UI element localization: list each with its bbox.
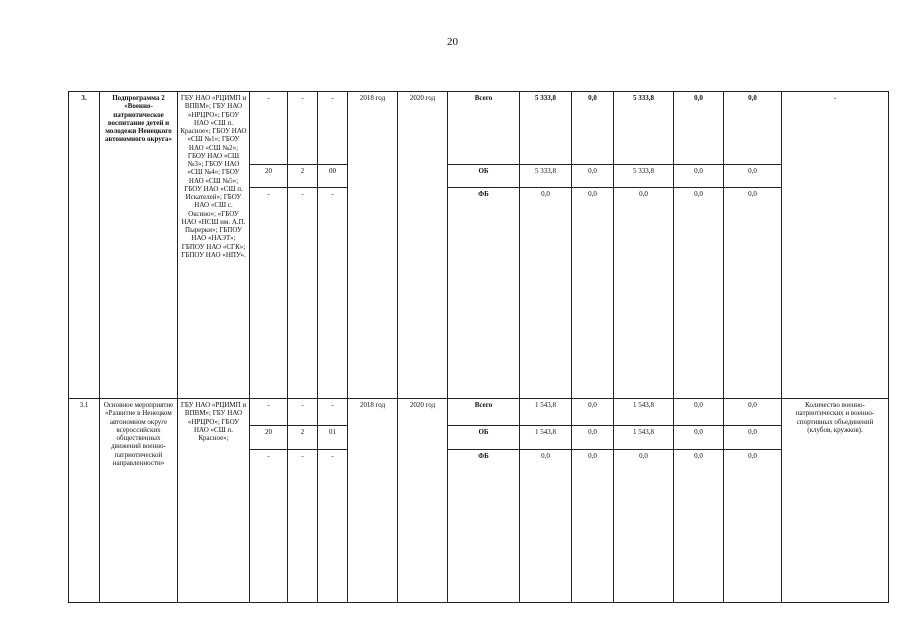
value-cell: 0,0 — [572, 92, 614, 165]
start-year: 2018 год — [348, 399, 398, 603]
value-cell: 0,0 — [572, 450, 614, 603]
start-year: 2018 год — [348, 92, 398, 399]
code-cell: 20 — [250, 426, 288, 450]
row-executors: ГБУ НАО «РЦИМП и ВПВМ»; ГБУ НАО «НРЦРО»; ГБОУ НАО «СШ п. Красное»; ГБОУ НАО «СШ №1»; ГБОУ НАО «СШ №2»; ГБОУ НАО «СШ №3»; ГБОУ НАО «СШ №4»; ГБОУ НАО «СШ №5»; ГБОУ НАО «СШ п. Искателей»; ГБОУ НАО «СШ с. Оксино»; «ГБОУ НАО «НСШ им. А.П. Пырерки»; ГБПОУ НАО «НАЭТ»; ГБПОУ НАО «СГК»; ГБПОУ НАО «НПУ». — [178, 92, 250, 399]
value-cell: 1 543,8 — [614, 399, 674, 426]
value-cell: 0,0 — [674, 165, 724, 188]
value-cell: 0,0 — [724, 92, 782, 165]
value-cell: 0,0 — [724, 426, 782, 450]
value-cell: 0,0 — [724, 450, 782, 603]
value-cell: 1 543,8 — [520, 399, 572, 426]
value-cell: 5 333,8 — [520, 92, 572, 165]
code-cell: - — [250, 92, 288, 165]
row-number: 3. — [69, 92, 100, 399]
value-cell: 0,0 — [674, 92, 724, 165]
code-cell: 2 — [288, 426, 318, 450]
row-number: 3.1 — [69, 399, 100, 603]
value-cell: 0,0 — [572, 165, 614, 188]
value-cell: 0,0 — [520, 188, 572, 399]
table-row — [69, 92, 889, 165]
code-cell: - — [318, 188, 348, 399]
value-cell: 0,0 — [724, 188, 782, 399]
value-cell: 0,0 — [674, 399, 724, 426]
code-cell: 01 — [318, 426, 348, 450]
expected-result: - — [782, 92, 889, 399]
funding-source: ФБ — [448, 188, 520, 399]
value-cell: 0,0 — [674, 450, 724, 603]
value-cell: 0,0 — [674, 426, 724, 450]
page-number: 20 — [447, 36, 458, 48]
code-cell: - — [288, 188, 318, 399]
code-cell: 2 — [288, 165, 318, 188]
value-cell: 0,0 — [614, 188, 674, 399]
code-cell: 20 — [250, 165, 288, 188]
end-year: 2020 год — [398, 399, 448, 603]
row-executors: ГБУ НАО «РЦИМП и ВПВМ»; ГБУ НАО «НРЦРО»; ГБОУ НАО «СШ п. Красное»; — [178, 399, 250, 603]
code-cell: - — [318, 399, 348, 426]
value-cell: 0,0 — [674, 188, 724, 399]
code-cell: - — [288, 450, 318, 603]
code-cell: - — [288, 399, 318, 426]
funding-source: ФБ — [448, 450, 520, 603]
funding-source: ОБ — [448, 426, 520, 450]
value-cell: 0,0 — [572, 399, 614, 426]
code-cell: - — [288, 92, 318, 165]
funding-source: Всего — [448, 92, 520, 165]
value-cell: 0,0 — [520, 450, 572, 603]
value-cell: 5 333,8 — [614, 165, 674, 188]
value-cell: 5 333,8 — [614, 92, 674, 165]
value-cell: 0,0 — [724, 399, 782, 426]
code-cell: - — [250, 188, 288, 399]
value-cell: 5 333,8 — [520, 165, 572, 188]
table-row — [69, 399, 889, 426]
expected-result: Количество военно-патриотических и военно-спортивных объединений (клубов, кружков). — [782, 399, 889, 603]
funding-source: Всего — [448, 399, 520, 426]
value-cell: 0,0 — [572, 188, 614, 399]
value-cell: 1 543,8 — [520, 426, 572, 450]
value-cell: 1 543,8 — [614, 426, 674, 450]
code-cell: 00 — [318, 165, 348, 188]
funding-source: ОБ — [448, 165, 520, 188]
program-table — [68, 91, 889, 603]
value-cell: 0,0 — [724, 165, 782, 188]
value-cell: 0,0 — [572, 426, 614, 450]
row-name: Основное мероприятие «Развитие в Ненецком автономном округе всероссийских общественных движений военно-патриотической направленности» — [100, 399, 178, 603]
row-name: Подпрограмма 2 «Военно-патриотическое воспитание детей и молодежи Ненецкого автономного округа» — [100, 92, 178, 399]
end-year: 2020 год — [398, 92, 448, 399]
code-cell: - — [250, 399, 288, 426]
code-cell: - — [318, 450, 348, 603]
code-cell: - — [318, 92, 348, 165]
code-cell: - — [250, 450, 288, 603]
value-cell: 0,0 — [614, 450, 674, 603]
